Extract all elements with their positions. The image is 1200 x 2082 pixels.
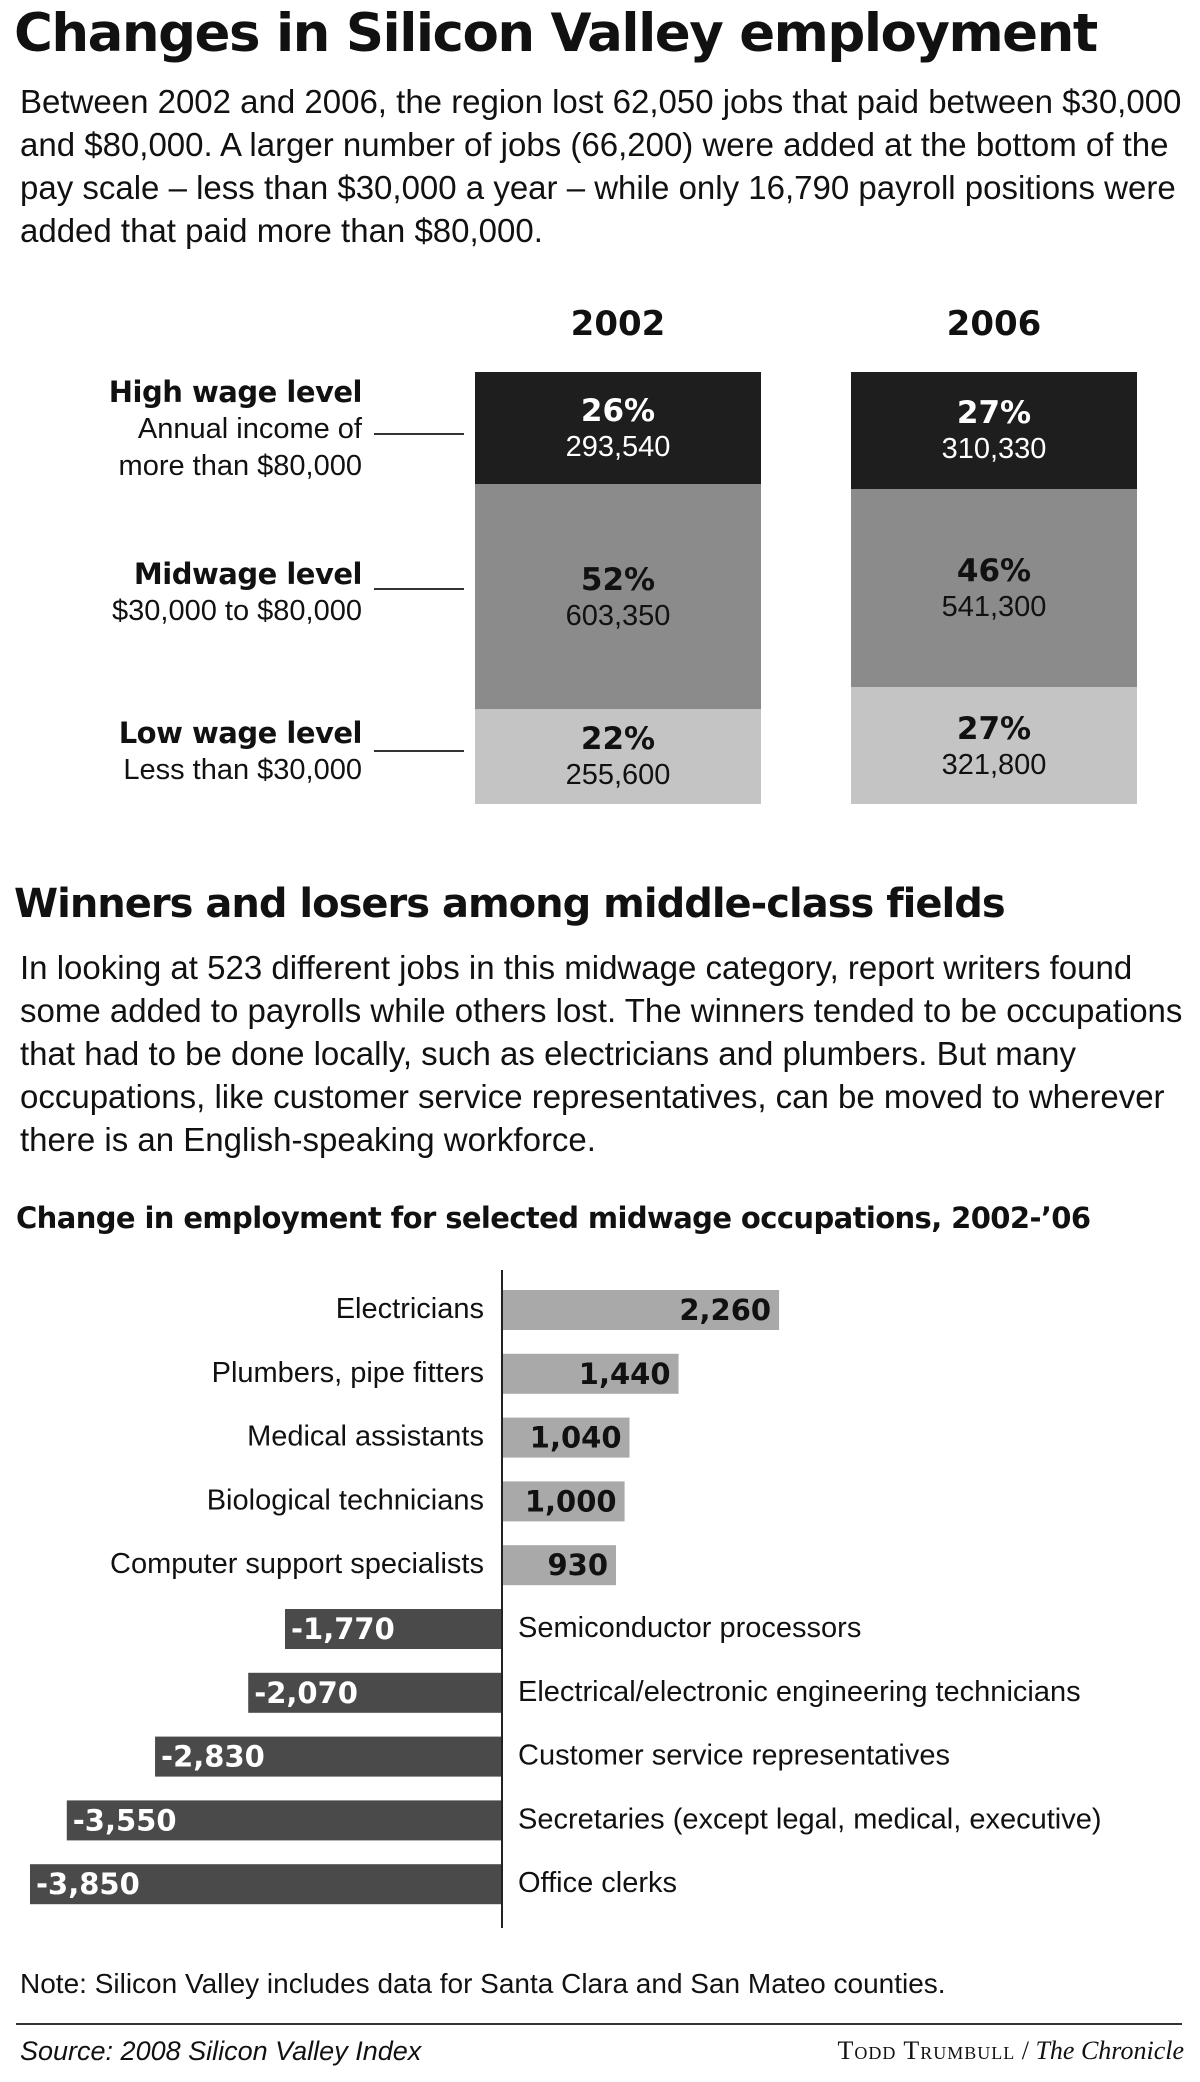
stack-column-2002 — [475, 372, 761, 804]
category-label: Electricians — [335, 1293, 484, 1325]
segment-percent: 27% — [956, 710, 1032, 747]
segment-mid-2006 — [851, 489, 1137, 688]
page-title: Changes in Silicon Valley employment — [14, 3, 1097, 64]
high-wage-desc-line1: Annual income of — [137, 413, 362, 445]
bar-value-label: -2,070 — [254, 1675, 358, 1710]
segment-percent: 22% — [580, 721, 656, 758]
year-label-2002: 2002 — [570, 304, 666, 344]
segment-percent: 52% — [580, 561, 656, 598]
occupation-change-bar-chart — [0, 1270, 1200, 1930]
midwage-name: Midwage level — [133, 557, 362, 591]
footer-divider — [16, 2023, 1182, 2025]
segment-percent: 27% — [956, 395, 1032, 432]
segment-high-2006 — [851, 372, 1137, 489]
segment-low-2006 — [851, 687, 1137, 804]
segment-high-2002 — [475, 372, 761, 484]
high-wage-label — [109, 373, 362, 485]
high-wage-desc-line2: more than $80,000 — [118, 450, 362, 482]
bar-value-label: -2,830 — [161, 1739, 265, 1774]
segment-percent: 26% — [580, 393, 656, 430]
note-text: Note: Silicon Valley includes data for Santa Clara and San Mateo counties. — [20, 1968, 946, 1999]
bar-value-label: -3,850 — [35, 1867, 140, 1902]
credit-text — [837, 2033, 1184, 2069]
bar-chart-title: Change in employment for selected midwage occupations, 2002-’06 — [16, 1201, 1091, 1235]
high-wage-name: High wage level — [108, 375, 362, 409]
category-label: Medical assistants — [247, 1420, 484, 1453]
bar-value-label: 1,440 — [578, 1356, 671, 1391]
high-wage-leader-line — [374, 433, 464, 435]
category-label: Office clerks — [518, 1867, 678, 1900]
midwage-leader-line — [374, 588, 464, 590]
midwage-desc: $30,000 to $80,000 — [112, 595, 362, 627]
bar-value-label: 930 — [547, 1548, 609, 1583]
segment-low-2002 — [475, 709, 761, 804]
year-label-2006: 2006 — [946, 304, 1042, 344]
source-text: Source: 2008 Silicon Valley Index — [20, 2036, 422, 2066]
low-wage-desc: Less than $30,000 — [123, 754, 362, 786]
category-label: Secretaries (except legal, medical, executive) — [518, 1803, 1102, 1836]
bar-value-label: -3,550 — [72, 1803, 177, 1838]
segment-count: 310,330 — [941, 433, 1047, 466]
low-wage-leader-line — [374, 750, 464, 752]
category-label: Biological technicians — [206, 1484, 484, 1517]
low-wage-name: Low wage level — [118, 716, 362, 750]
category-label: Electrical/electronic engineering technicians — [518, 1675, 1081, 1708]
bar-value-label: -1,770 — [290, 1612, 395, 1646]
low-wage-label — [119, 714, 362, 789]
bar-value-label: 1,000 — [524, 1484, 617, 1519]
segment-count: 255,600 — [565, 759, 671, 792]
segment-percent: 46% — [956, 552, 1032, 589]
bar-value-label: 2,260 — [679, 1293, 772, 1327]
intro-text: Between 2002 and 2006, the region lost 62,050 jobs that paid between $30,000 and $80,000. A larger number of jobs (66,200) were added at the bottom of the pay scale – less than $30,000 a year – while only 16,790 payroll positions were added that paid more than $80,000. — [20, 83, 1182, 249]
midwage-label — [112, 555, 362, 630]
category-label: Plumbers, pipe fitters — [211, 1356, 484, 1389]
section-intro-text: In looking at 523 different jobs in this midwage category, report writers found some added to payrolls while others lost. The winners tended to be occupations that had to be done locally, such as electricians and plumbers. But many occupations, like customer service representatives, can be moved to wherever there is an English-speaking workforce. — [20, 949, 1183, 1158]
credit-publication: The Chronicle — [1035, 2036, 1184, 2065]
segment-count: 321,800 — [941, 748, 1047, 781]
category-label: Computer support specialists — [110, 1548, 484, 1581]
stack-column-2006 — [851, 372, 1137, 804]
credit-author: Todd Trumbull — [837, 2036, 1016, 2065]
category-label: Semiconductor processors — [518, 1612, 862, 1644]
category-label: Customer service representatives — [518, 1739, 950, 1772]
section-title: Winners and losers among middle-class fields — [14, 881, 1005, 927]
segment-count: 293,540 — [565, 431, 671, 464]
credit-separator: / — [1015, 2036, 1036, 2065]
segment-mid-2002 — [475, 484, 761, 709]
segment-count: 603,350 — [565, 599, 671, 632]
bar-value-label: 1,040 — [529, 1420, 622, 1455]
segment-count: 541,300 — [941, 590, 1047, 623]
